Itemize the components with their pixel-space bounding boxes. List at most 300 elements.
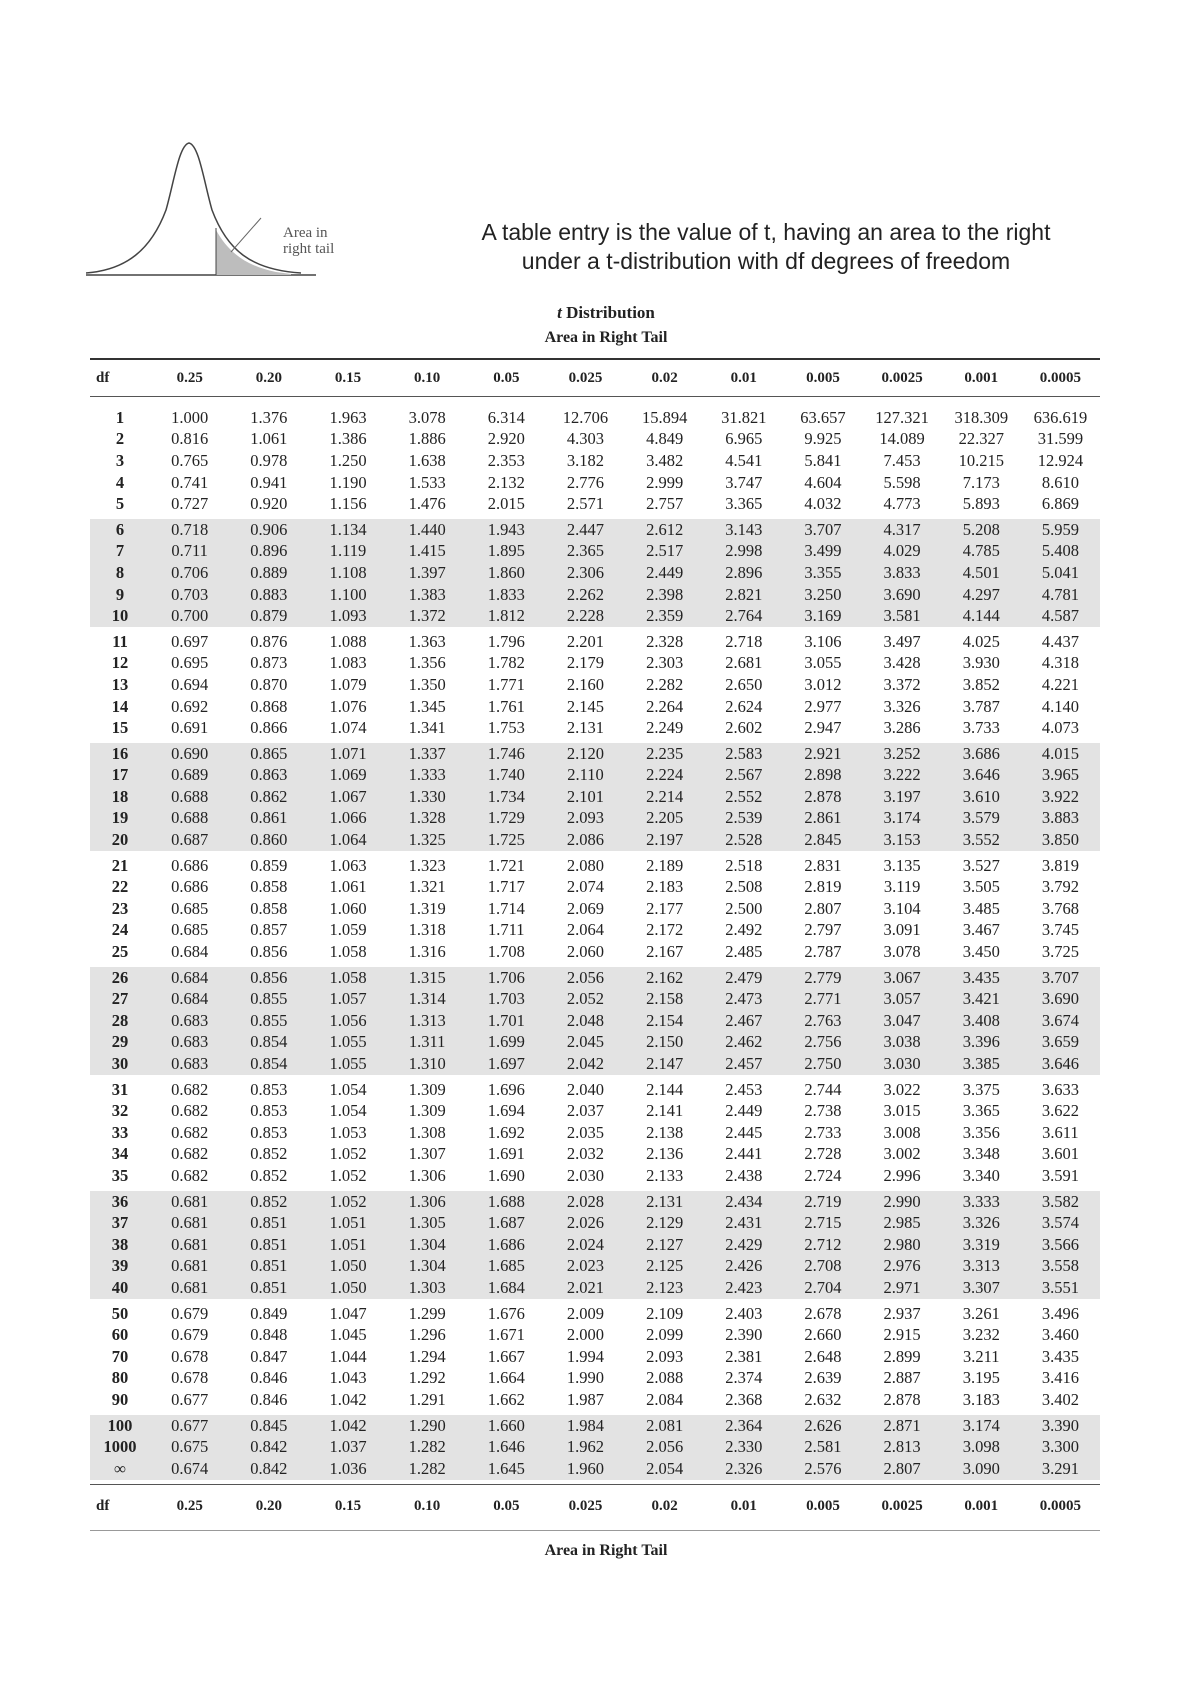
t-value: 2.048 [566, 1010, 605, 1030]
row-group-table [90, 519, 1100, 627]
header-area-6: 0.02 [651, 369, 678, 386]
t-value: 2.650 [725, 674, 763, 694]
t-value: 2.999 [646, 472, 684, 492]
t-value: 0.851 [250, 1256, 288, 1276]
t-value: 2.032 [566, 1144, 605, 1164]
t-value: 2.330 [725, 1437, 763, 1457]
t-value: 1.100 [329, 584, 367, 604]
t-value: 0.868 [250, 696, 288, 716]
t-value: 12.706 [562, 407, 609, 427]
t-value: 3.499 [804, 541, 842, 561]
table-row [90, 920, 1100, 942]
t-value: 5.893 [962, 494, 1000, 514]
t-value: 1.706 [487, 967, 525, 987]
t-value: 2.120 [566, 743, 605, 763]
t-value: 1.042 [329, 1415, 367, 1435]
t-value: 3.622 [1041, 1101, 1079, 1121]
row-group [90, 1303, 1100, 1411]
t-value: 2.131 [646, 1191, 684, 1211]
t-value: 1.066 [329, 808, 367, 828]
t-value: 2.197 [646, 830, 684, 850]
t-value: 1.690 [487, 1165, 525, 1185]
t-value: 2.023 [566, 1256, 605, 1276]
t-value: 2.398 [646, 584, 684, 604]
table-row [90, 519, 1100, 541]
t-value: 3.551 [1041, 1277, 1079, 1297]
t-value: 3.416 [1041, 1368, 1079, 1388]
t-value: 2.201 [566, 631, 605, 651]
df-value: 3 [115, 450, 125, 470]
t-value: 1.987 [566, 1389, 605, 1409]
t-value: 0.684 [171, 967, 209, 987]
df-value: ∞ [114, 1458, 126, 1478]
t-value: 0.852 [250, 1191, 288, 1211]
t-value: 0.683 [171, 1032, 209, 1052]
t-value: 6.869 [1041, 494, 1079, 514]
t-value: 3.428 [883, 653, 921, 673]
t-value: 3.850 [1041, 830, 1079, 850]
row-group [90, 519, 1100, 627]
t-value: 2.306 [566, 562, 605, 582]
t-value: 1.305 [408, 1213, 446, 1233]
t-value: 0.860 [250, 830, 288, 850]
t-value: 5.408 [1041, 541, 1079, 561]
t-value: 1.051 [329, 1234, 367, 1254]
footer-area-0: 0.25 [176, 1497, 203, 1514]
df-value: 37 [111, 1213, 129, 1233]
t-value: 4.781 [1041, 584, 1079, 604]
header-area-11: 0.0005 [1039, 369, 1082, 386]
t-value: 2.154 [646, 1010, 684, 1030]
t-value: 3.690 [883, 584, 921, 604]
t-value: 2.921 [804, 743, 842, 763]
t-value: 3.930 [962, 653, 1000, 673]
t-value: 0.883 [250, 584, 288, 604]
t-value: 1.699 [487, 1032, 525, 1052]
t-value: 2.708 [804, 1256, 842, 1276]
t-value: 1.990 [566, 1368, 605, 1388]
t-table-body [90, 407, 1100, 1480]
table-row [90, 829, 1100, 851]
t-value: 1.688 [487, 1191, 525, 1211]
t-value: 2.764 [725, 606, 763, 626]
t-value: 2.177 [646, 898, 684, 918]
t-value: 1.740 [487, 765, 525, 785]
t-value: 1.729 [487, 808, 525, 828]
t-value: 2.744 [804, 1079, 842, 1099]
t-value: 1.662 [487, 1389, 525, 1409]
footer-area-5: 0.025 [568, 1497, 603, 1514]
table-row [90, 407, 1100, 429]
t-value: 0.862 [250, 786, 288, 806]
t-value: 0.854 [250, 1054, 288, 1074]
t-value: 7.173 [962, 472, 1000, 492]
t-value: 1.060 [329, 898, 367, 918]
t-value: 2.056 [566, 967, 605, 987]
t-value: 3.385 [962, 1054, 1000, 1074]
t-value: 3.286 [883, 718, 921, 738]
t-value: 1.796 [487, 631, 525, 651]
t-value: 3.485 [962, 898, 1000, 918]
t-value: 4.144 [962, 606, 1000, 626]
t-value: 2.896 [725, 562, 763, 582]
t-value: 1.055 [329, 1032, 367, 1052]
t-value: 2.971 [883, 1277, 921, 1297]
t-value: 3.078 [883, 942, 921, 962]
t-value: 0.842 [250, 1458, 288, 1478]
t-value: 2.205 [646, 808, 684, 828]
t-value: 1.054 [329, 1101, 367, 1121]
t-value: 3.674 [1041, 1010, 1079, 1030]
t-value: 2.807 [804, 898, 842, 918]
t-value: 1.886 [408, 429, 446, 449]
t-value: 0.689 [171, 765, 209, 785]
df-value: 24 [111, 920, 129, 940]
t-value: 1.721 [487, 855, 525, 875]
t-value: 2.009 [566, 1303, 605, 1323]
t-value: 0.706 [171, 562, 209, 582]
t-value: 1.313 [408, 1010, 446, 1030]
t-value: 2.990 [883, 1191, 921, 1211]
t-value: 2.133 [646, 1165, 684, 1185]
t-value: 0.727 [171, 494, 209, 514]
footer-area-3: 0.10 [414, 1497, 441, 1514]
t-value: 2.977 [804, 696, 842, 716]
t-value: 0.674 [171, 1458, 209, 1478]
t-value: 1.725 [487, 830, 525, 850]
t-value: 3.300 [1041, 1437, 1079, 1457]
footer-area-7: 0.01 [730, 1497, 757, 1514]
row-group-table [90, 1303, 1100, 1411]
t-value: 0.853 [250, 1122, 288, 1142]
row-group [90, 407, 1100, 515]
df-value: 40 [111, 1277, 129, 1297]
t-value: 2.189 [646, 855, 684, 875]
t-value: 0.681 [171, 1277, 209, 1297]
t-value: 2.035 [566, 1122, 605, 1142]
t-value: 0.861 [250, 808, 288, 828]
t-value: 0.682 [171, 1079, 209, 1099]
table-row [90, 584, 1100, 606]
bell-curve [86, 143, 301, 273]
t-value: 1.415 [408, 541, 446, 561]
df-value: 15 [111, 718, 129, 738]
row-group-table [90, 1079, 1100, 1187]
t-value: 1.056 [329, 1010, 367, 1030]
t-value: 1.063 [329, 855, 367, 875]
t-value: 2.056 [646, 1437, 684, 1457]
header-area-1: 0.20 [255, 369, 282, 386]
t-value: 3.725 [1041, 942, 1079, 962]
t-value: 2.492 [725, 920, 763, 940]
t-value: 2.467 [725, 1010, 763, 1030]
t-value: 31.599 [1037, 429, 1084, 449]
t-value: 1.692 [487, 1122, 525, 1142]
title-name: Distribution [566, 303, 655, 322]
t-value: 2.539 [725, 808, 763, 828]
footer-area-9: 0.0025 [881, 1497, 923, 1514]
footer-area-4: 0.05 [493, 1497, 520, 1514]
t-value: 2.093 [646, 1346, 684, 1366]
t-value: 1.746 [487, 743, 525, 763]
t-value: 2.871 [883, 1415, 921, 1435]
table-row [90, 605, 1100, 627]
t-value: 3.574 [1041, 1213, 1079, 1233]
t-value: 0.857 [250, 920, 288, 940]
t-value: 2.060 [566, 942, 605, 962]
t-value: 5.598 [883, 472, 921, 492]
t-value: 3.582 [1041, 1191, 1079, 1211]
table-row [90, 876, 1100, 898]
t-value: 127.321 [875, 407, 929, 427]
t-value: 0.700 [171, 606, 209, 626]
t-value: 1.108 [329, 562, 367, 582]
t-value: 0.855 [250, 1010, 288, 1030]
t-value: 2.235 [646, 743, 684, 763]
t-value: 3.250 [804, 584, 842, 604]
t-value: 5.841 [804, 450, 842, 470]
t-value: 1.282 [408, 1458, 446, 1478]
t-value: 3.143 [725, 519, 763, 539]
table-row [90, 1415, 1100, 1437]
t-value: 0.684 [171, 942, 209, 962]
t-value: 2.462 [725, 1032, 763, 1052]
t-value: 1.645 [487, 1458, 525, 1478]
table-row [90, 717, 1100, 739]
table-row [90, 1010, 1100, 1032]
t-value: 1.306 [408, 1165, 446, 1185]
t-value: 2.179 [566, 653, 605, 673]
t-value: 2.552 [725, 786, 763, 806]
df-value: 50 [111, 1303, 129, 1323]
t-value: 1.282 [408, 1437, 446, 1457]
t-value: 1.036 [329, 1458, 367, 1478]
t-value: 1.319 [408, 898, 446, 918]
t-value: 1.042 [329, 1389, 367, 1409]
t-value: 3.291 [1041, 1458, 1079, 1478]
df-value: 1000 [103, 1437, 137, 1457]
t-value: 0.854 [250, 1032, 288, 1052]
t-value: 1.664 [487, 1368, 525, 1388]
t-value: 15.894 [641, 407, 688, 427]
header-area-10: 0.001 [964, 369, 999, 386]
t-value: 1.671 [487, 1325, 525, 1345]
t-value: 0.677 [171, 1389, 209, 1409]
df-value: 30 [111, 1054, 129, 1074]
t-value: 3.497 [883, 631, 921, 651]
t-value: 2.937 [883, 1303, 921, 1323]
t-value: 3.496 [1041, 1303, 1079, 1323]
t-value: 3.252 [883, 743, 921, 763]
df-value: 1 [115, 407, 125, 427]
t-value: 1.685 [487, 1256, 525, 1276]
t-value: 3.197 [883, 786, 921, 806]
df-value: 26 [111, 967, 129, 987]
table-row [90, 631, 1100, 653]
t-value: 1.052 [329, 1191, 367, 1211]
footer-area-6: 0.02 [651, 1497, 678, 1514]
table-row [90, 450, 1100, 472]
t-value: 2.750 [804, 1054, 842, 1074]
t-value: 2.517 [646, 541, 684, 561]
footer-caption: Area in Right Tail [544, 1542, 668, 1559]
t-value: 3.365 [725, 494, 763, 514]
t-value: 3.047 [883, 1010, 921, 1030]
t-value: 3.174 [962, 1415, 1000, 1435]
t-value: 2.985 [883, 1213, 921, 1233]
row-group-table [90, 1191, 1100, 1299]
t-value: 1.047 [329, 1303, 367, 1323]
header-area-8: 0.005 [806, 369, 840, 386]
df-value: 70 [111, 1346, 129, 1366]
t-value: 2.069 [566, 898, 605, 918]
table-row [90, 493, 1100, 515]
t-value: 2.026 [566, 1213, 605, 1233]
t-value: 1.383 [408, 584, 446, 604]
t-value: 0.679 [171, 1303, 209, 1323]
t-value: 3.707 [804, 519, 842, 539]
t-value: 2.449 [646, 562, 684, 582]
t-value: 3.659 [1041, 1032, 1079, 1052]
t-value: 1.363 [408, 631, 446, 651]
t-value: 1.676 [487, 1303, 525, 1323]
t-value: 0.688 [171, 808, 209, 828]
t-value: 3.768 [1041, 898, 1079, 918]
t-value: 1.316 [408, 942, 446, 962]
t-value: 3.307 [962, 1277, 1000, 1297]
t-value: 2.109 [646, 1303, 684, 1323]
t-value: 2.028 [566, 1191, 605, 1211]
title-line [436, 302, 776, 324]
t-value: 2.144 [646, 1079, 684, 1099]
t-value: 8.610 [1041, 472, 1079, 492]
top-rule [90, 358, 1100, 360]
t-value: 1.000 [171, 407, 209, 427]
footer-area-10: 0.001 [964, 1497, 999, 1514]
t-value: 3.182 [566, 450, 605, 470]
t-value: 4.221 [1041, 674, 1079, 694]
t-value: 2.776 [566, 472, 605, 492]
t-value: 2.423 [725, 1277, 763, 1297]
t-value: 2.030 [566, 1165, 605, 1185]
t-value: 1.292 [408, 1368, 446, 1388]
t-value: 3.038 [883, 1032, 921, 1052]
t-value: 0.896 [250, 541, 288, 561]
area-label-leader-line [231, 218, 261, 252]
table-row [90, 1436, 1100, 1458]
table-row [90, 786, 1100, 808]
df-value: 10 [111, 606, 129, 626]
footer-area-11: 0.0005 [1039, 1497, 1082, 1514]
footer-area-2: 0.15 [334, 1497, 362, 1514]
t-value: 3.610 [962, 786, 1000, 806]
t-value: 1.646 [487, 1437, 525, 1457]
column-header-row [90, 364, 1100, 392]
t-value: 2.110 [567, 765, 604, 785]
t-value: 2.899 [883, 1346, 921, 1366]
t-value: 1.309 [408, 1079, 446, 1099]
t-value: 0.679 [171, 1325, 209, 1345]
t-value: 2.996 [883, 1165, 921, 1185]
t-value: 3.745 [1041, 920, 1079, 940]
t-value: 0.978 [250, 450, 288, 470]
t-value: 0.678 [171, 1346, 209, 1366]
t-value: 1.050 [329, 1277, 367, 1297]
t-value: 0.842 [250, 1437, 288, 1457]
table-row [90, 1165, 1100, 1187]
t-value: 1.045 [329, 1325, 367, 1345]
t-value: 0.687 [171, 830, 209, 850]
t-value: 1.476 [408, 494, 446, 514]
t-value: 2.015 [487, 494, 525, 514]
t-value: 9.925 [804, 429, 842, 449]
t-value: 3.090 [962, 1458, 1000, 1478]
t-value: 3.222 [883, 765, 921, 785]
t-value: 2.757 [646, 494, 684, 514]
t-value: 4.029 [883, 541, 921, 561]
t-value: 3.435 [1041, 1346, 1079, 1366]
row-group-table [90, 743, 1100, 851]
area-label-line2: right tail [283, 241, 335, 257]
t-value: 3.106 [804, 631, 842, 651]
row-group-table [90, 967, 1100, 1075]
header-area-4: 0.05 [493, 369, 520, 386]
table-row [90, 1079, 1100, 1101]
table-row [90, 1324, 1100, 1346]
df-value: 28 [111, 1010, 129, 1030]
df-value: 16 [111, 743, 129, 763]
t-value: 1.044 [329, 1346, 367, 1366]
t-value: 2.129 [646, 1213, 684, 1233]
t-value: 0.846 [250, 1389, 288, 1409]
t-value: 2.228 [566, 606, 605, 626]
t-value: 2.037 [566, 1101, 605, 1121]
t-value: 0.677 [171, 1415, 209, 1435]
t-value: 1.782 [487, 653, 525, 673]
t-value: 3.460 [1041, 1325, 1079, 1345]
t-value: 1.052 [329, 1165, 367, 1185]
t-value: 4.501 [962, 562, 1000, 582]
t-value: 1.833 [487, 584, 525, 604]
t-value: 4.032 [804, 494, 842, 514]
t-value: 0.889 [250, 562, 288, 582]
t-value: 1.134 [329, 519, 367, 539]
t-value: 0.870 [250, 674, 288, 694]
t-value: 2.567 [725, 765, 763, 785]
df-value: 60 [111, 1325, 129, 1345]
t-value: 1.296 [408, 1325, 446, 1345]
t-value: 3.372 [883, 674, 921, 694]
df-value: 31 [111, 1079, 129, 1099]
t-value: 3.396 [962, 1032, 1000, 1052]
df-value: 35 [111, 1165, 129, 1185]
t-value: 3.174 [883, 808, 921, 828]
t-value: 2.678 [804, 1303, 842, 1323]
df-value: 25 [111, 942, 129, 962]
t-value: 2.127 [646, 1234, 684, 1254]
t-value: 3.566 [1041, 1234, 1079, 1254]
t-value: 2.518 [725, 855, 763, 875]
t-value: 2.364 [725, 1415, 763, 1435]
t-value: 2.660 [804, 1325, 842, 1345]
t-value: 2.712 [804, 1234, 842, 1254]
table-row [90, 1346, 1100, 1368]
t-value: 3.601 [1041, 1144, 1079, 1164]
t-value: 4.587 [1041, 606, 1079, 626]
t-value: 3.313 [962, 1256, 1000, 1276]
t-value: 4.303 [566, 429, 605, 449]
t-value: 1.064 [329, 830, 367, 850]
